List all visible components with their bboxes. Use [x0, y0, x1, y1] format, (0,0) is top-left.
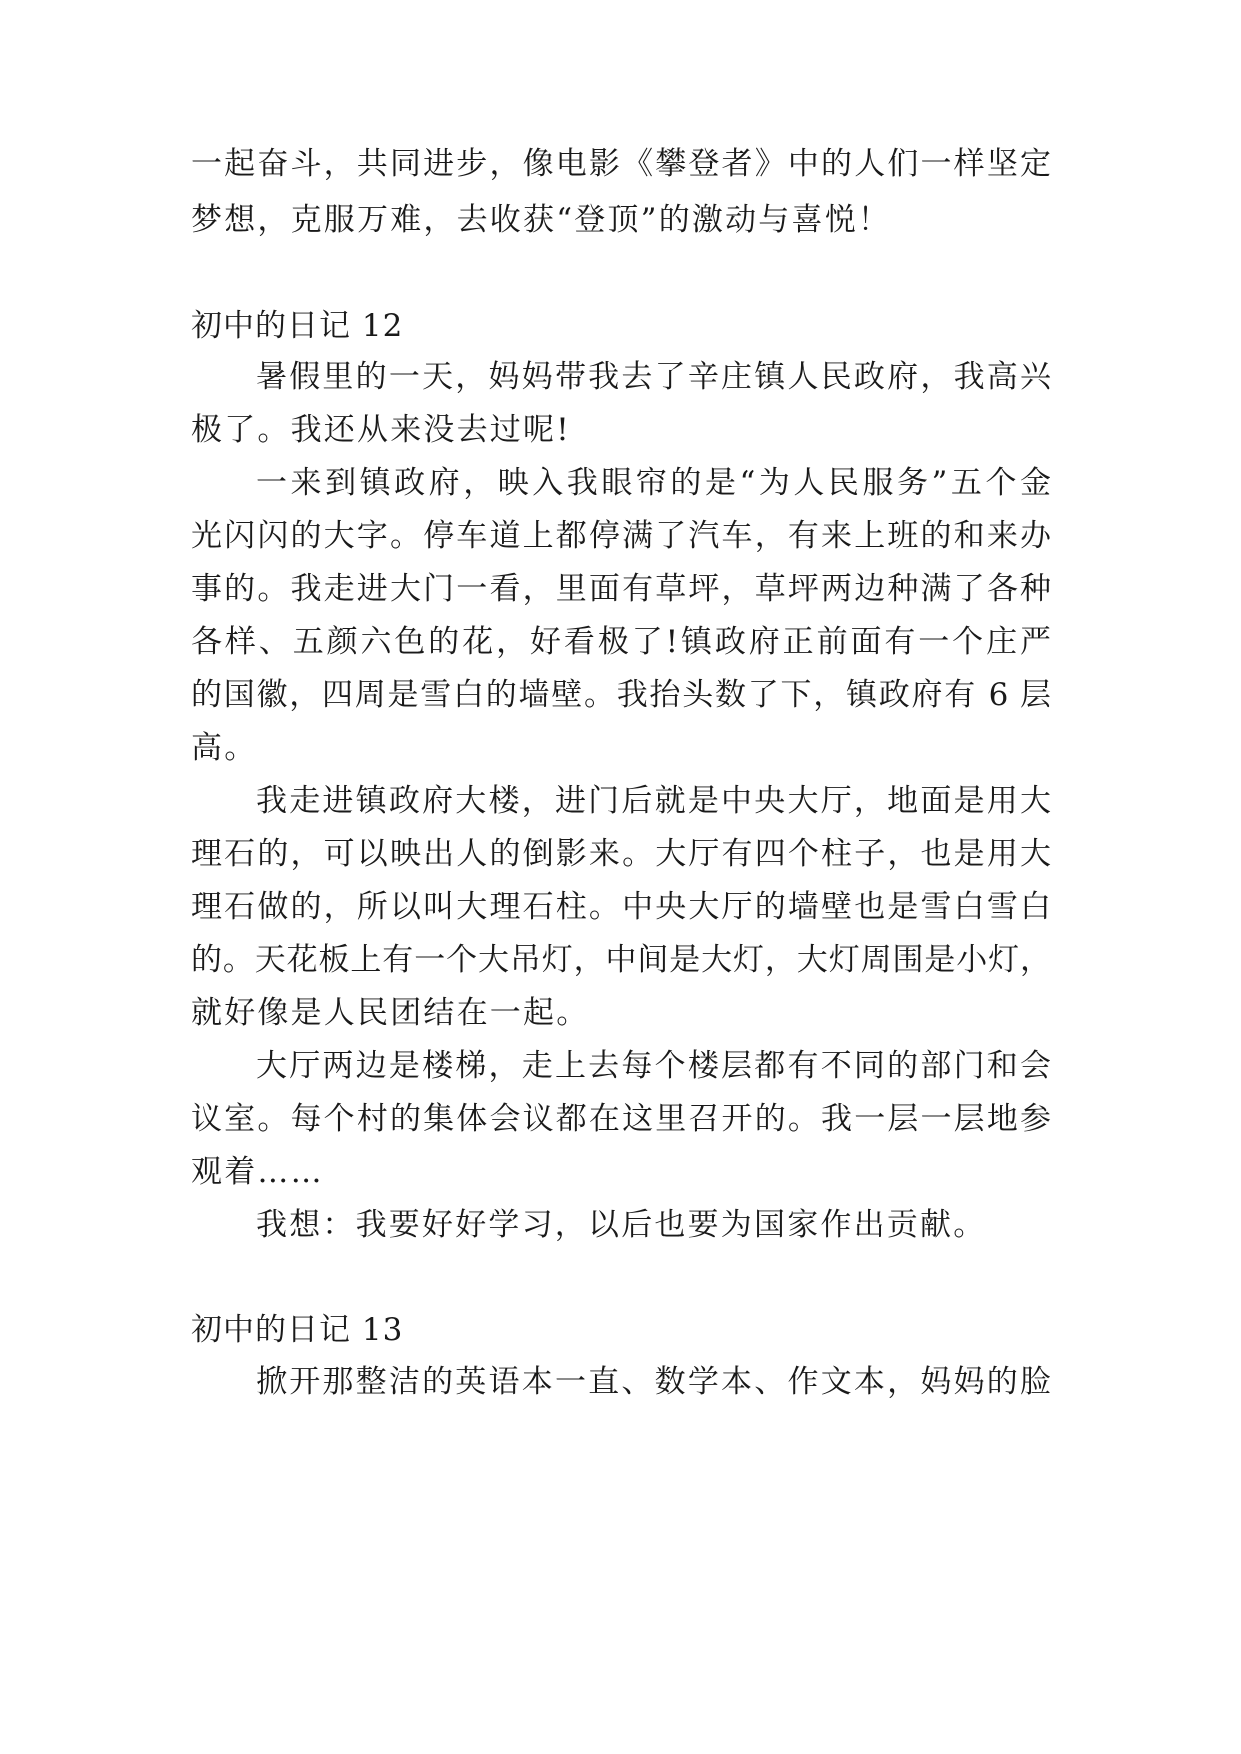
diary-12-title: 初中的日记 12	[191, 308, 404, 344]
diary-12-p2-line-5: 的国徽，四周是雪白的墙壁。我抬头数了下，镇政府有 6 层	[191, 677, 1051, 713]
intro-line-1: 一起奋斗，共同进步，像电影《攀登者》中的人们一样坚定	[191, 146, 1051, 182]
diary-12-p2-line-1: 一来到镇政府，映入我眼帘的是“为人民服务”五个金	[256, 465, 1051, 501]
diary-12-p1-line-2: 极了。我还从来没去过呢!	[191, 412, 571, 448]
diary-12-p2-line-2: 光闪闪的大字。停车道上都停满了汽车，有来上班的和来办	[191, 518, 1051, 554]
diary-12-p5-line-1: 我想：我要好好学习，以后也要为国家作出贡献。	[256, 1207, 987, 1243]
diary-12-p3-line-2: 理石的，可以映出人的倒影来。大厅有四个柱子，也是用大	[191, 836, 1051, 872]
diary-12-p4-line-3: 观着……	[191, 1154, 324, 1190]
diary-13-p1-line-1: 掀开那整洁的英语本一直、数学本、作文本，妈妈的脸	[256, 1364, 1051, 1400]
diary-12-p3-line-1: 我走进镇政府大楼，进门后就是中央大厅，地面是用大	[256, 783, 1051, 819]
diary-12-p4-line-1: 大厅两边是楼梯，走上去每个楼层都有不同的部门和会	[256, 1048, 1051, 1084]
diary-13-title: 初中的日记 13	[191, 1312, 404, 1348]
diary-12-p3-line-5: 就好像是人民团结在一起。	[191, 995, 590, 1031]
diary-12-p1-line-1: 暑假里的一天，妈妈带我去了辛庄镇人民政府，我高兴	[256, 359, 1051, 395]
diary-12-p3-line-3: 理石做的，所以叫大理石柱。中央大厅的墙壁也是雪白雪白	[191, 889, 1051, 925]
diary-12-p2-line-6: 高。	[191, 730, 258, 766]
diary-12-p3-line-4: 的。天花板上有一个大吊灯，中间是大灯，大灯周围是小灯，	[191, 942, 1051, 978]
diary-12-p2-line-3: 事的。我走进大门一看，里面有草坪，草坪两边种满了各种	[191, 571, 1051, 607]
diary-12-p4-line-2: 议室。每个村的集体会议都在这里召开的。我一层一层地参	[191, 1101, 1051, 1137]
intro-line-2: 梦想，克服万难，去收获“登顶”的激动与喜悦！	[191, 202, 892, 238]
diary-12-p2-line-4: 各样、五颜六色的花，好看极了!镇政府正前面有一个庄严	[191, 624, 1051, 660]
